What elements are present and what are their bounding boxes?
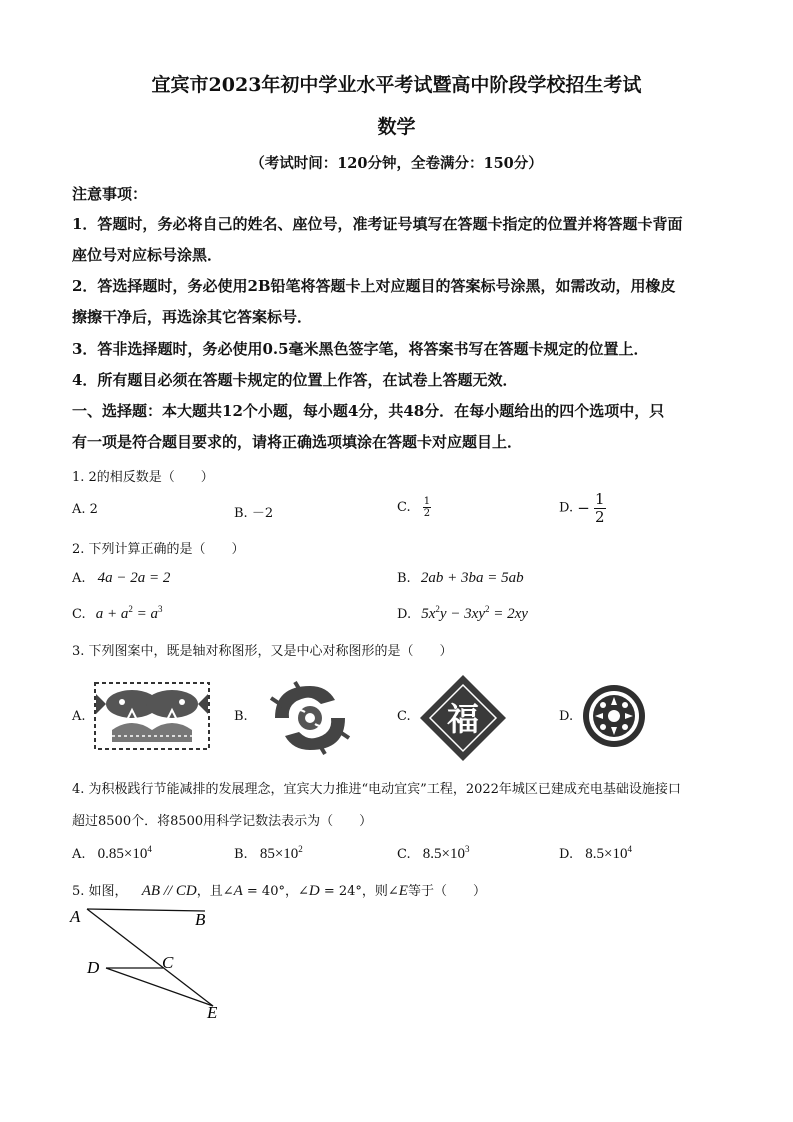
q1-option-c-label: C. <box>397 500 411 515</box>
q1-option-b: B. －2 <box>234 506 274 521</box>
q4-option-c <box>397 844 469 863</box>
q2-d-part3: = 2xy <box>489 606 528 622</box>
q2-c-sup1: 2 <box>128 604 133 614</box>
q2-option-d-label: D. <box>397 607 412 622</box>
q2-d-part1: 5x <box>421 606 436 622</box>
q1-c-denominator: 2 <box>423 508 431 519</box>
q1-option-d-sign: − <box>577 499 590 517</box>
notes-heading: 注意事项： <box>72 185 148 203</box>
q4-option-a-expr <box>98 846 152 862</box>
q4-option-a-label: A. <box>72 847 86 862</box>
q3-option-b-label: B. <box>234 709 248 724</box>
q4-b-base: 85×10 <box>259 846 299 862</box>
q4-option-d-expr <box>585 846 632 862</box>
q2-option-c <box>72 604 163 623</box>
q4-b-exp: 2 <box>298 844 303 854</box>
q2-option-a-expr: 4a − 2a = 2 <box>97 570 171 586</box>
q5-stem-suffix: 等于（ ） <box>407 884 486 899</box>
q2-d-sup2: 2 <box>485 604 490 614</box>
q4-option-b <box>234 844 303 863</box>
q2-option-c-expr <box>96 606 163 622</box>
page-title: 宜宾市2023年初中学业水平考试暨高中阶段学校招生考试 <box>151 74 642 96</box>
point-a-label: A <box>70 907 81 926</box>
q5-stem <box>72 880 486 900</box>
exam-info: （考试时间：120分钟，全卷满分：150分） <box>250 155 543 172</box>
q1-option-d-fraction <box>594 491 606 525</box>
subject-title: 数学 <box>377 116 416 138</box>
note-line-6: 4．所有题目必须在答题卡规定的位置上作答，在试卷上答题无效． <box>72 371 518 389</box>
q5-stem-mid1: ，且∠ <box>196 884 234 899</box>
q1-option-d <box>559 491 606 525</box>
segment-de <box>106 968 213 1006</box>
section-heading-line-1: 一、选择题：本大题共12个小题，每小题4分，共48分．在每小题给出的四个选项中，只 <box>72 402 665 420</box>
q2-d-part2: y − 3xy <box>439 606 486 622</box>
section-heading-line-2: 有一项是符合题目要求的，请将正确选项填涂在答题卡对应题目上． <box>72 433 523 451</box>
q3-option-d-round-emblem-image <box>581 683 647 749</box>
q2-option-b <box>397 570 524 587</box>
q4-option-b-label: B. <box>234 847 248 862</box>
q2-c-part2: = a <box>132 606 159 622</box>
q5-stem-mid2: = 40°，∠ <box>242 884 309 899</box>
q4-c-exp: 3 <box>464 844 470 854</box>
point-b-label: B <box>195 910 206 929</box>
q4-option-b-expr <box>260 846 303 862</box>
q1-option-c <box>397 496 431 519</box>
q2-stem: 2. 下列计算正确的是（ ） <box>72 542 245 557</box>
q4-d-base: 8.5×10 <box>585 846 628 862</box>
q1-option-c-fraction <box>423 496 431 519</box>
q2-c-part1: a + a <box>95 606 129 622</box>
q4-option-a <box>72 844 152 863</box>
note-line-1: 1．答题时，务必将自己的姓名、座位号，准考证号填写在答题卡指定的位置并将答题卡背面 <box>72 215 683 233</box>
q4-a-base: 0.85×10 <box>97 846 148 862</box>
q2-c-sup2: 3 <box>158 604 163 614</box>
q2-option-b-label: B. <box>397 571 411 586</box>
q3-option-d-label: D. <box>559 709 574 724</box>
q4-option-d-label: D. <box>559 847 574 862</box>
q1-option-d-label: D. <box>559 500 574 516</box>
q3-option-c-fu-diamond-image <box>418 673 508 763</box>
q2-option-a-label: A. <box>72 571 86 586</box>
q1-stem: 1. 2的相反数是（ ） <box>72 470 214 485</box>
fu-character: 福 <box>446 700 480 738</box>
q4-c-base: 8.5×10 <box>422 846 465 862</box>
q4-option-c-label: C. <box>397 847 411 862</box>
q5-stem-prefix: 5. 如图， <box>72 884 128 899</box>
q5-stem-mid3: = 24°，则∠ <box>319 884 399 899</box>
q4-stem-line-2: 超过8500个．将8500用科学记数法表示为（ ） <box>72 814 373 829</box>
q3-option-a-label: A. <box>72 709 86 724</box>
segment-ab <box>87 909 205 911</box>
q3-stem: 3. 下列图案中，既是轴对称图形，又是中心对称图形的是（ ） <box>72 644 453 659</box>
point-e-label: E <box>207 1003 218 1022</box>
q2-d-sup1: 2 <box>435 604 440 614</box>
point-c-label: C <box>162 953 174 972</box>
q2-option-c-label: C. <box>72 607 86 622</box>
q4-a-exp: 4 <box>147 844 152 854</box>
q5-stem-angle-e: E <box>398 883 408 899</box>
q5-geometry-figure <box>65 898 235 1028</box>
q4-d-exp: 4 <box>627 844 632 854</box>
q3-option-b-papercut-swirl-image <box>265 678 355 758</box>
q2-option-a <box>72 570 170 587</box>
q3-option-c-label: C. <box>397 709 411 724</box>
q4-stem-line-1: 4. 为积极践行节能减排的发展理念，宜宾大力推进“电动宜宾”工程，2022年城区已建成充电基础设施接口 <box>72 782 681 797</box>
point-d-label: D <box>87 958 100 977</box>
q3-option-a-papercut-fish-image <box>92 680 212 752</box>
note-line-4: 擦擦干净后，再选涂其它答案标号． <box>72 308 313 326</box>
q5-stem-angle-d: D <box>308 883 320 899</box>
q2-option-d <box>397 604 528 623</box>
note-line-5: 3．答非选择题时，务必使用0.5毫米黑色签字笔，将答案书写在答题卡规定的位置上． <box>72 340 649 358</box>
q2-option-d-expr <box>421 606 528 622</box>
note-line-3: 2．答选择题时，务必使用2B铅笔将答题卡上对应题目的答案标号涂黑，如需改动，用橡皮 <box>72 277 676 295</box>
q1-c-numerator: 1 <box>423 496 431 507</box>
q4-option-d <box>559 844 632 863</box>
q4-option-c-expr <box>423 846 470 862</box>
q2-option-b-expr: 2ab + 3ba = 5ab <box>420 570 524 586</box>
q1-d-denominator: 2 <box>594 507 605 526</box>
note-line-2: 座位号对应标号涂黑． <box>72 246 223 264</box>
q5-stem-parallel: AB // CD <box>141 883 197 899</box>
q1-d-numerator: 1 <box>594 490 605 508</box>
q5-stem-angle-a: A <box>233 883 243 899</box>
q1-option-a: A. 2 <box>72 502 98 517</box>
